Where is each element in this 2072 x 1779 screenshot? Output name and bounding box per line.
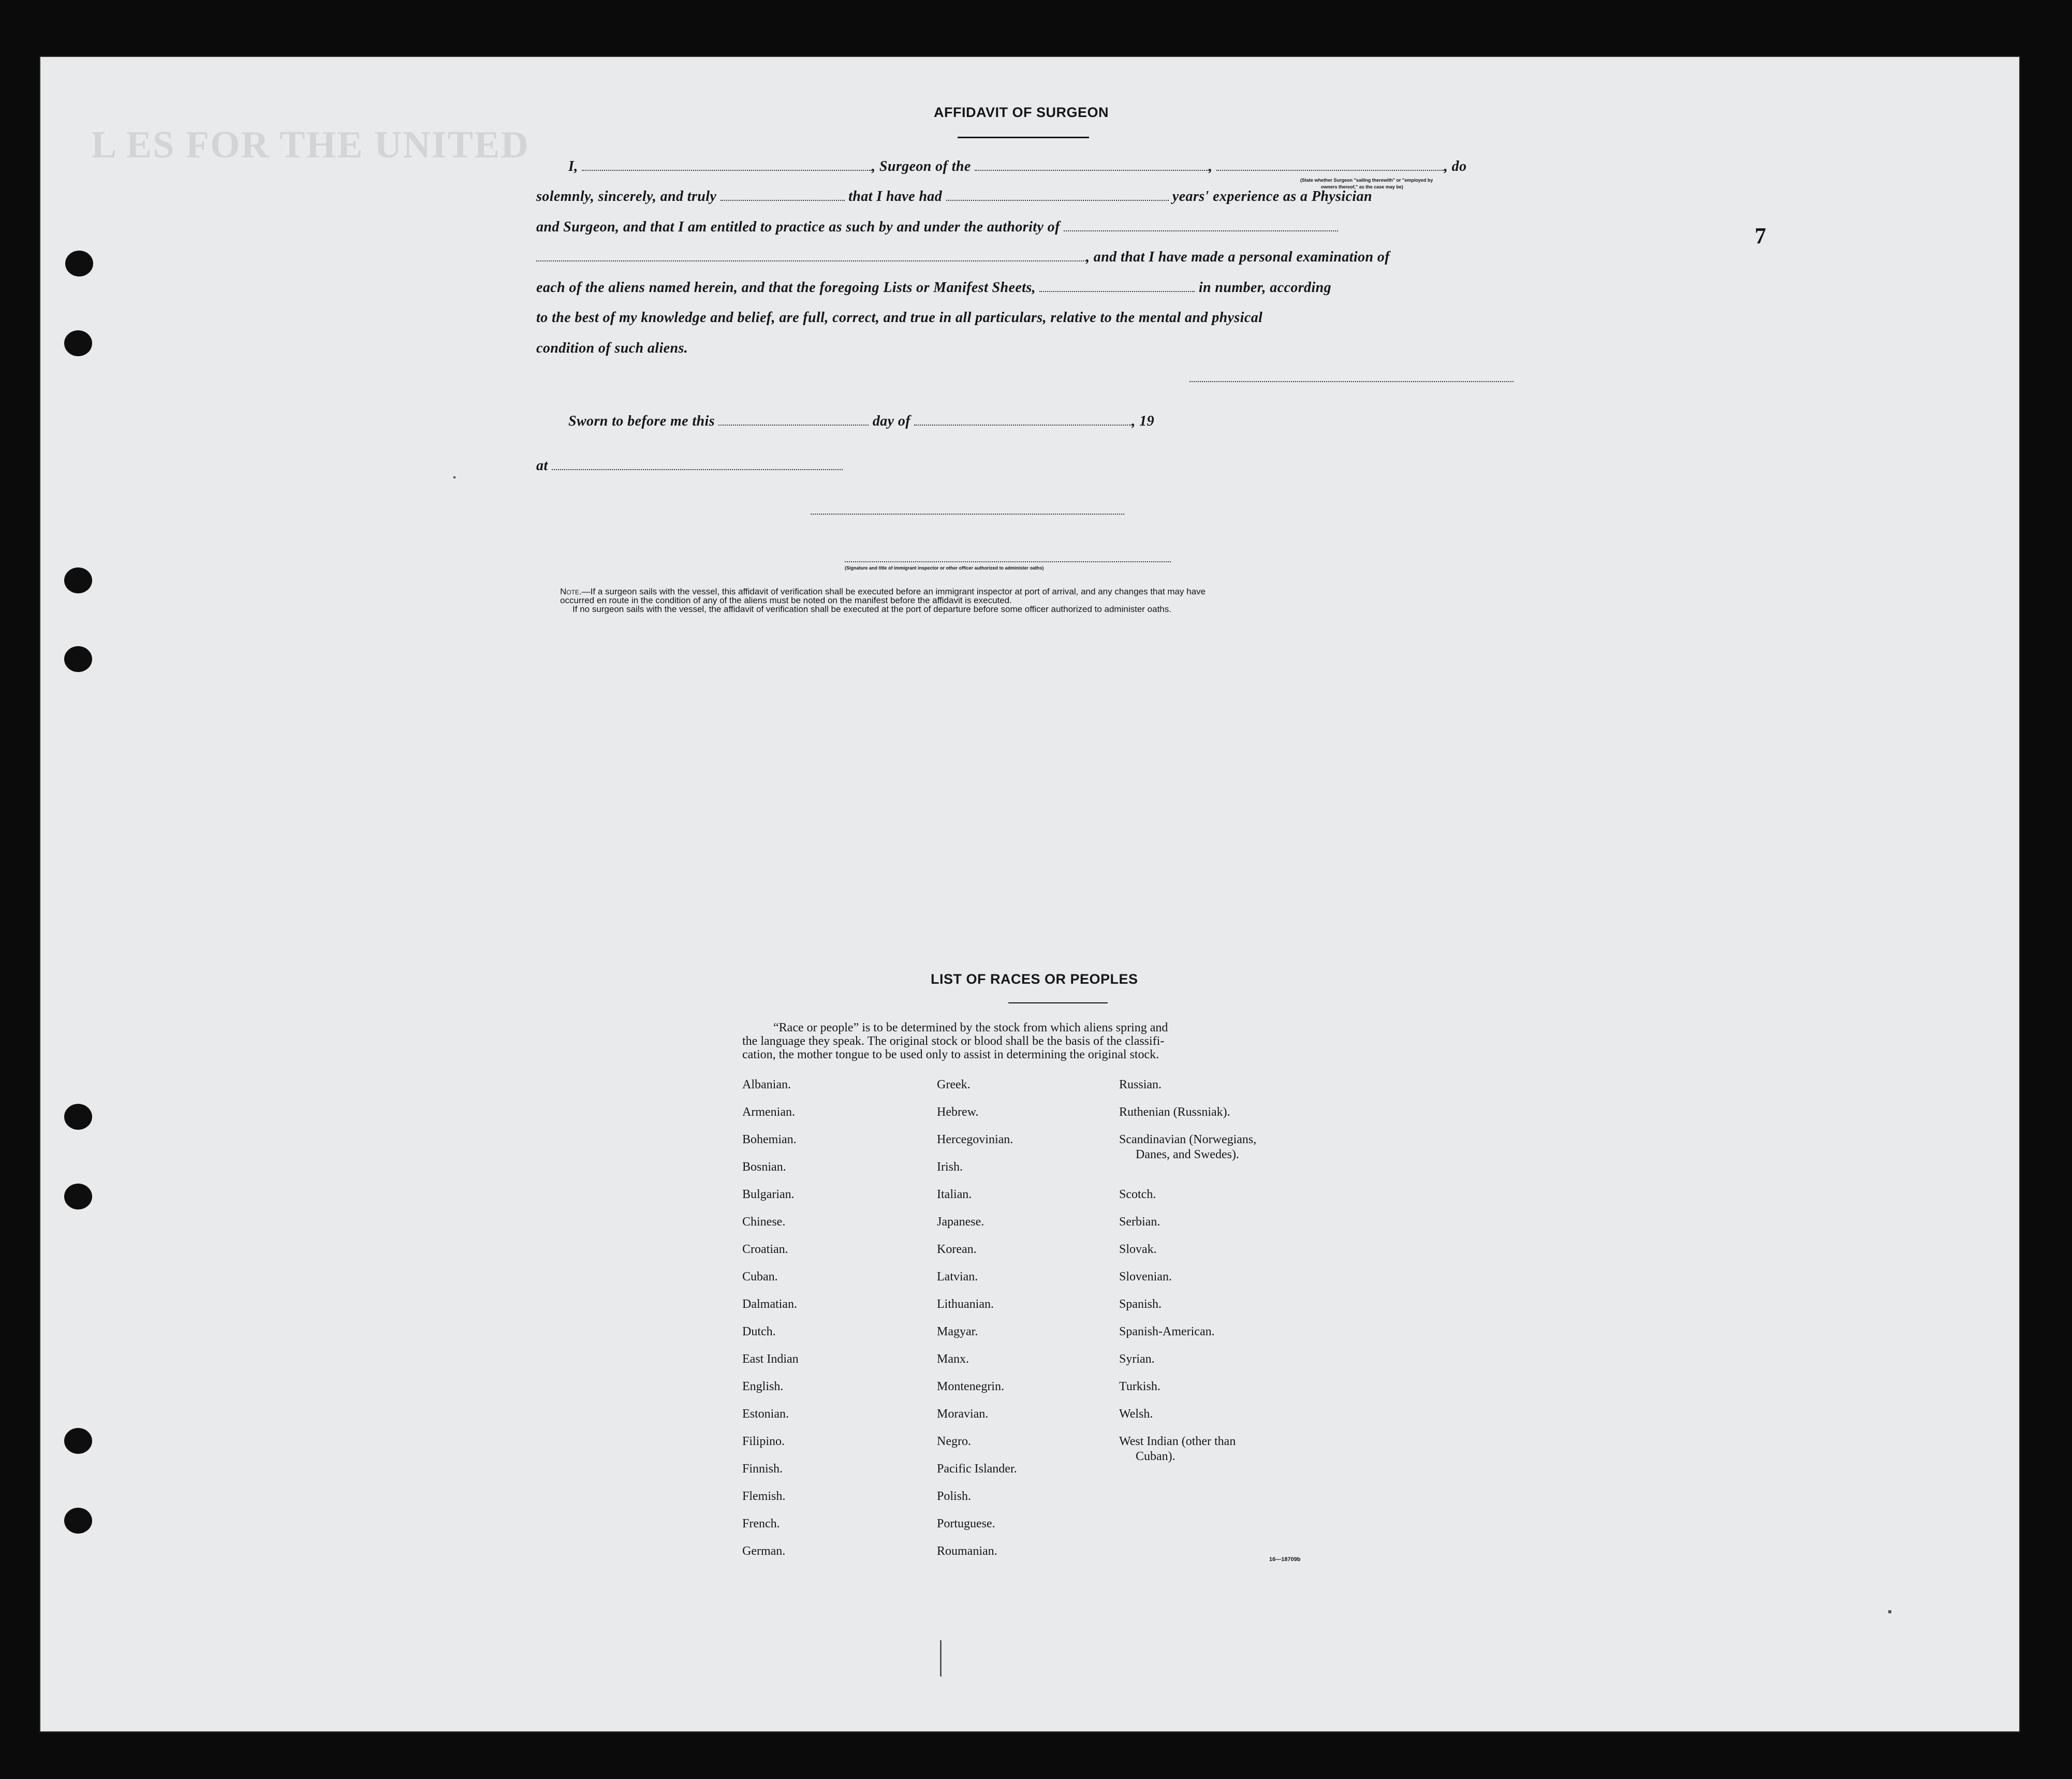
text-authority: and Surgeon, and that I am entitled to practice as such by and under the authority of xyxy=(536,219,1060,235)
inspector-signature-line[interactable] xyxy=(811,514,1124,515)
race-item: Montenegrin. xyxy=(937,1380,1004,1393)
race-item: Dutch. xyxy=(742,1325,776,1338)
race-item: Serbian. xyxy=(1119,1215,1160,1229)
race-item: Portuguese. xyxy=(937,1517,995,1530)
race-item: Armenian. xyxy=(742,1105,795,1119)
affidavit-line-4 xyxy=(536,249,1390,266)
document-sheet xyxy=(39,56,2020,1732)
sheet-count-field[interactable] xyxy=(1039,282,1195,292)
race-item: West Indian (other than xyxy=(1119,1435,1236,1448)
at-line xyxy=(536,458,843,474)
race-item: French. xyxy=(742,1517,780,1530)
race-item: Filipino. xyxy=(742,1435,785,1448)
punch-hole xyxy=(65,251,93,276)
text-in-number: in number, according xyxy=(1198,280,1332,296)
note-line-1: —If a surgeon sails with the vessel, this affidavit of verification shall be executed before an immigrant inspector at port of arrival, and any changes that may have xyxy=(581,587,1206,596)
race-item: Greek. xyxy=(937,1078,971,1091)
race-item: Albanian. xyxy=(742,1078,791,1091)
affidavit-line-2 xyxy=(536,188,1372,205)
affidavit-line-7: condition of such aliens. xyxy=(536,340,688,356)
race-item: Estonian. xyxy=(742,1407,789,1421)
note-line-3: If no surgeon sails with the vessel, the affidavit of verification shall be executed at the port of departure before some officer authorized to administer oaths. xyxy=(572,604,1171,614)
affidavit-line-6: to the best of my knowledge and belief, are full, correct, and true in all particulars, relative to the mental and physical xyxy=(536,310,1263,326)
punch-hole xyxy=(64,567,92,593)
race-item: Finnish. xyxy=(742,1462,783,1476)
text-do: , do xyxy=(1444,158,1467,174)
surgeon-name-field[interactable] xyxy=(582,161,872,171)
affidavit-line-3 xyxy=(536,219,1338,236)
intro-line-2: the language they speak. The original stock or blood shall be the basis of the classifi- xyxy=(742,1034,1165,1048)
oath-form-field[interactable] xyxy=(721,191,845,201)
scan-mark xyxy=(940,1640,942,1676)
punch-hole xyxy=(64,1104,92,1130)
race-item: Korean. xyxy=(937,1243,977,1256)
race-item: Russian. xyxy=(1119,1078,1162,1091)
race-item: Pacific Islander. xyxy=(937,1462,1017,1476)
note-line-2: occurred en route in the condition of any of the aliens must be noted on the manifest before the affidavit is executed. xyxy=(560,595,1012,605)
punch-hole xyxy=(64,1508,92,1534)
authority-continued-field[interactable] xyxy=(536,251,1086,261)
race-item: Lithuanian. xyxy=(937,1297,994,1311)
race-item: Bosnian. xyxy=(742,1160,786,1174)
scan-mark xyxy=(1888,1610,1891,1613)
text-19: , 19 xyxy=(1131,413,1154,429)
race-item: Moravian. xyxy=(937,1407,989,1421)
affidavit-line-5 xyxy=(536,280,1331,296)
races-title: LIST OF RACES OR PEOPLES xyxy=(931,971,1138,987)
race-item: Italian. xyxy=(937,1188,972,1201)
text-years-experience: years' experience as a Physician xyxy=(1172,188,1372,205)
intro-line-3: cation, the mother tongue to be used only to assist in determining the original stock. xyxy=(742,1048,1159,1061)
sworn-line xyxy=(568,413,1154,430)
sworn-month-field[interactable] xyxy=(914,415,1131,426)
surgeon-signature-line[interactable] xyxy=(1189,381,1513,382)
race-item: Bohemian. xyxy=(742,1133,797,1146)
text-i: I, xyxy=(568,158,578,174)
note-label: Note. xyxy=(560,587,582,596)
page-number: 7 xyxy=(1755,223,1766,249)
race-item: English. xyxy=(742,1380,784,1393)
race-item: Slovenian. xyxy=(1119,1270,1172,1284)
text-day-of: day of xyxy=(872,413,910,429)
text-personal-examination: , and that I have made a personal examination of xyxy=(1086,249,1390,265)
race-item: Polish. xyxy=(937,1490,972,1503)
race-item: German. xyxy=(742,1544,786,1558)
race-item: Turkish. xyxy=(1119,1380,1160,1393)
race-item: Spanish. xyxy=(1119,1297,1162,1311)
race-item: Japanese. xyxy=(937,1215,984,1229)
comma: , xyxy=(1209,158,1213,174)
race-item: Croatian. xyxy=(742,1243,788,1256)
text-manifest-sheets: each of the aliens named herein, and that the foregoing Lists or Manifest Sheets, xyxy=(536,280,1036,296)
race-item: Roumanian. xyxy=(937,1544,997,1558)
race-item: Manx. xyxy=(937,1352,969,1366)
race-item: Irish. xyxy=(937,1160,963,1174)
title-underline xyxy=(958,137,1089,138)
race-item: Danes, and Swedes). xyxy=(1136,1148,1239,1161)
scan-mark xyxy=(453,476,455,478)
race-item: Hercegovinian. xyxy=(937,1133,1013,1146)
race-item: Flemish. xyxy=(742,1490,786,1503)
race-item: Bulgarian. xyxy=(742,1188,795,1201)
affidavit-line-1 xyxy=(568,158,1466,175)
punch-hole xyxy=(64,1184,92,1209)
sworn-day-field[interactable] xyxy=(718,415,869,426)
status-instruction-2: owners thereof," as the case may be) xyxy=(1321,184,1403,189)
status-instruction-1: (State whether Surgeon "sailing therewith" or "employed by xyxy=(1300,178,1433,183)
text-solemnly: solemnly, sincerely, and truly xyxy=(536,188,717,205)
race-item: Spanish-American. xyxy=(1119,1325,1215,1338)
race-item: Slovak. xyxy=(1119,1243,1157,1256)
surgeon-status-field[interactable] xyxy=(1216,161,1444,171)
place-field[interactable] xyxy=(552,460,843,470)
vessel-name-field[interactable] xyxy=(975,161,1209,171)
affidavit-title: AFFIDAVIT OF SURGEON xyxy=(934,105,1109,120)
form-number: 16—18709b xyxy=(1269,1556,1301,1563)
authority-field[interactable] xyxy=(1064,221,1338,231)
bleed-through-text: L ES FOR THE UNITED xyxy=(91,124,530,166)
race-item: Cuban). xyxy=(1136,1450,1175,1463)
text-at: at xyxy=(536,458,548,474)
punch-hole xyxy=(64,330,92,356)
race-item: Latvian. xyxy=(937,1270,978,1284)
race-item: Dalmatian. xyxy=(742,1297,797,1311)
text-sworn: Sworn to before me this xyxy=(568,413,715,429)
race-item: Negro. xyxy=(937,1435,971,1448)
races-title-underline xyxy=(1008,1002,1108,1003)
inspector-title-line[interactable] xyxy=(845,561,1171,562)
text-surgeon-of: , Surgeon of the xyxy=(872,158,971,174)
race-item: Scandinavian (Norwegians, xyxy=(1119,1133,1257,1146)
race-item: Ruthenian (Russniak). xyxy=(1119,1105,1230,1119)
years-experience-field[interactable] xyxy=(946,191,1169,201)
race-item: Syrian. xyxy=(1119,1352,1155,1366)
race-item: Magyar. xyxy=(937,1325,978,1338)
race-item: Chinese. xyxy=(742,1215,786,1229)
punch-hole xyxy=(64,646,92,672)
race-item: Cuban. xyxy=(742,1270,778,1284)
signature-caption: (Signature and title of immigrant inspector or other officer authorized to administer oaths) xyxy=(845,565,1044,571)
race-item: Scotch. xyxy=(1119,1188,1156,1201)
races-intro xyxy=(742,1021,1168,1061)
punch-hole xyxy=(64,1428,92,1454)
race-item: Hebrew. xyxy=(937,1105,979,1119)
race-item: East Indian xyxy=(742,1352,799,1366)
intro-line-1: “Race or people” is to be determined by the stock from which aliens spring and xyxy=(773,1021,1168,1034)
race-item: Welsh. xyxy=(1119,1407,1153,1421)
affidavit-note xyxy=(560,587,1206,614)
text-that-i-have-had: that I have had xyxy=(848,188,943,205)
